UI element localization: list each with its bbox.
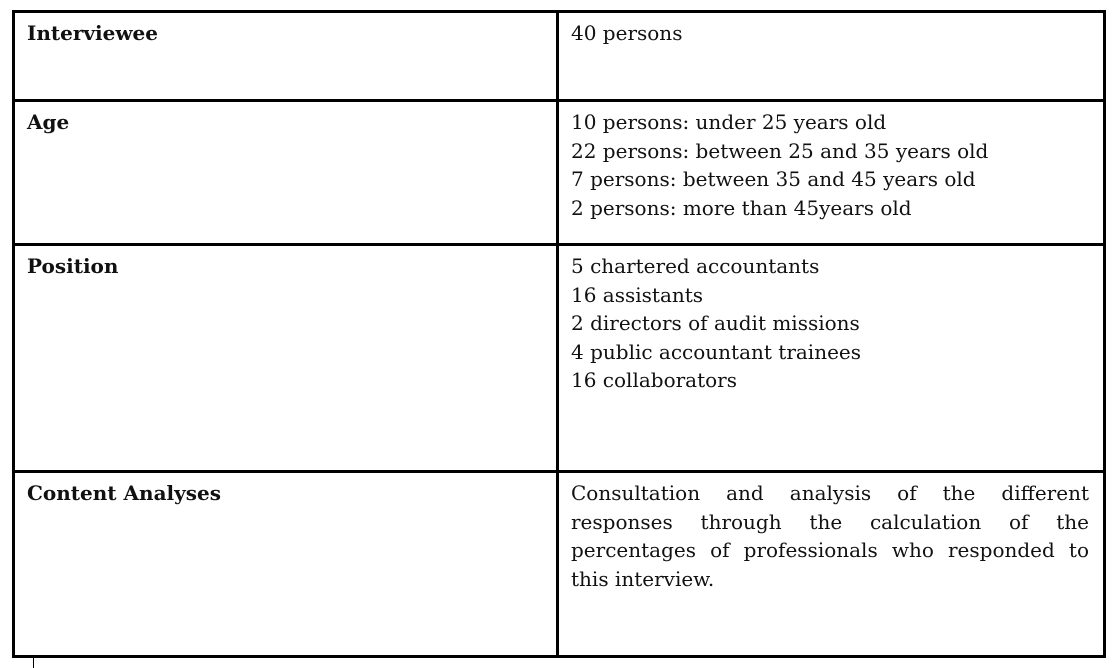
- value-line: 40 persons: [571, 21, 683, 45]
- interview-summary-table: [12, 10, 1106, 658]
- value-line: 22 persons: between 25 and 35 years old: [571, 138, 989, 163]
- table-row-interviewee: [14, 12, 1105, 101]
- row-label-interviewee: Interviewee: [27, 21, 159, 45]
- content-analyses-paragraph: Consultation and analysis of the different responses through the calculation of the percentages of professionals who responded to this interview.: [571, 481, 1089, 591]
- label-cell-position: [14, 245, 558, 472]
- value-line: 5 chartered accountants: [571, 254, 820, 278]
- value-line: 16 assistants: [571, 282, 704, 307]
- row-label-content-analyses: Content Analyses: [27, 481, 221, 505]
- value-line: 7 persons: between 35 and 45 years old: [571, 167, 976, 191]
- label-cell-age: [14, 101, 558, 245]
- value-cell-age: [558, 101, 1105, 245]
- table-row-position: [14, 245, 1105, 472]
- value-cell-position: [558, 245, 1105, 472]
- value-line: 2 directors of audit missions: [571, 311, 860, 335]
- table-row-content-analyses: [14, 472, 1105, 657]
- value-cell-interviewee: [558, 12, 1105, 101]
- text-cursor-mark: [33, 658, 34, 668]
- value-cell-content-analyses: [558, 472, 1105, 657]
- table-row-age: [14, 101, 1105, 245]
- value-line: 16 collaborators: [571, 368, 737, 392]
- value-line: 4 public accountant trainees: [571, 339, 862, 364]
- row-label-position: Position: [27, 254, 119, 278]
- row-label-age: Age: [27, 110, 70, 134]
- label-cell-interviewee: [14, 12, 558, 101]
- label-cell-content-analyses: [14, 472, 558, 657]
- value-line: 2 persons: more than 45years old: [571, 195, 912, 220]
- value-line: 10 persons: under 25 years old: [571, 110, 887, 134]
